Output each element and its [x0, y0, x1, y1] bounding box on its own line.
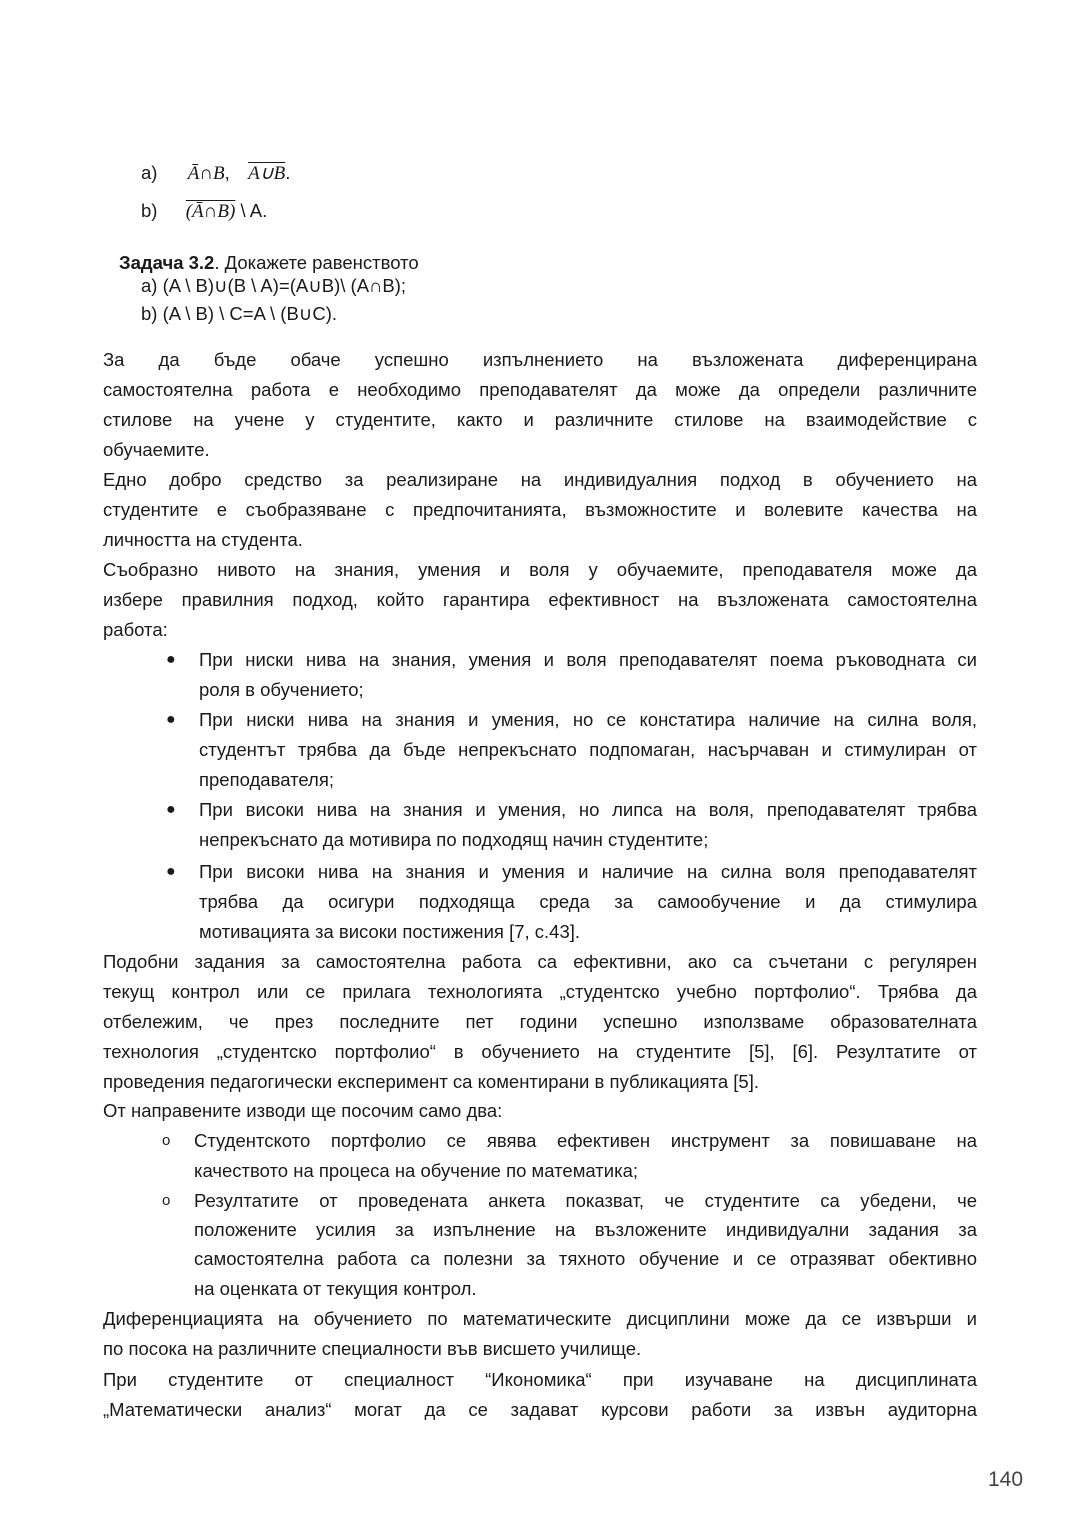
exercise-a-marker: a) — [141, 162, 158, 183]
exercise-b — [141, 196, 267, 227]
circle1-line2: качеството на процеса на обучение по математика; — [194, 1160, 639, 1181]
separator: , — [224, 162, 230, 183]
para4-line5: проведения педагогически експеримент са коментирани в публикацията [5]. — [103, 1071, 759, 1092]
bullet4-line3: мотивацията за високи постижения [7, с.43]. — [199, 921, 581, 942]
bullet2-line1: При ниски нива на знания и умения, но се констатира наличие на силна воля, — [199, 709, 977, 730]
para2-line3: личността на студента. — [103, 529, 303, 550]
bullet2-line3: преподавателя; — [199, 769, 334, 790]
task-item-b: b) (A \ B) \ C=A \ (B∪C). — [141, 303, 338, 324]
exercise-a — [141, 158, 290, 189]
circle-bullet-icon: o — [162, 1192, 171, 1209]
formula-complement-intersection: Ā∩B — [187, 163, 225, 184]
page-number: 140 — [988, 1468, 1024, 1491]
para3-line3: работа: — [103, 619, 168, 640]
para1-line1: За да бъде обаче успешно изпълнението на възложената диференцирана — [103, 349, 977, 370]
para2-line2: студентите е съобразяване с предпочитанията, възможностите и волевите качества на — [103, 499, 977, 520]
bullet3-line2: непрекъснато да мотивира по подходящ начин студентите; — [199, 829, 709, 850]
bullet2-line2: студентът трябва да бъде непрекъснато подпомаган, насърчаван и стимулиран от — [199, 739, 977, 760]
para4-line4: технология „студентско портфолио“ в обучението на студентите [5], [6]. Резултатите от — [103, 1041, 977, 1062]
bullet4-line1: При високи нива на знания и умения и наличие на силна воля преподавателят — [199, 861, 977, 882]
para4-line3: отбележим, че през последните пет години успешно използваме образователната — [103, 1011, 977, 1032]
task-item-a: a) (A \ B)∪(B \ A)=(A∪B)\ (A∩B); — [141, 275, 406, 296]
para7-line1: При студентите от специалност “Икономика“ при изучаване на дисциплината — [103, 1369, 977, 1390]
bullet1-line1: При ниски нива на знания, умения и воля преподавателят поема ръководната си — [199, 649, 977, 670]
formula-b: (Ā∩B) — [185, 201, 236, 222]
circle1-line1: Студентското портфолио се явява ефективен инструмент за повишаване на — [194, 1130, 977, 1151]
para3-line1: Съобразно нивото на знания, умения и воля у обучаемите, преподавателя може да — [103, 559, 977, 580]
exercise-b-marker: b) — [141, 200, 158, 221]
period: . — [285, 162, 291, 183]
para4-line2: текущ контрол или се прилага технологията „студентско учебно портфолио“. Трябва да — [103, 981, 977, 1002]
formula-complement-union: A∪B — [248, 163, 286, 184]
bullet1-line2: роля в обучението; — [199, 679, 364, 700]
para5: От направените изводи ще посочим само два: — [103, 1100, 503, 1121]
para1-line4: обучаемите. — [103, 439, 210, 460]
bullet3-line1: При високи нива на знания и умения, но липса на воля, преподавателят трябва — [199, 799, 977, 820]
para4-line1: Подобни задания за самостоятелна работа са ефективни, ако са съчетани с регулярен — [103, 951, 977, 972]
circle2-line1: Резултатите от проведената анкета показват, че студентите са убедени, че — [194, 1190, 977, 1211]
circle-bullet-icon: o — [162, 1132, 171, 1149]
bullet4-line2: трябва да осигури подходяща среда за самообучение и да стимулира — [199, 891, 977, 912]
bullet-icon: ● — [166, 801, 176, 818]
para2-line1: Едно добро средство за реализиране на индивидуалния подход в обучението на — [103, 469, 977, 490]
para6-line1: Диференциацията на обучението по математическите дисциплини може да се извърши и — [103, 1308, 977, 1329]
para1-line2: самостоятелна работа е необходимо преподавателят да може да определи различните — [103, 379, 977, 400]
para1-line3: стилове на учене у студентите, както и различните стилове на взаимодействие с — [103, 409, 977, 430]
para7-line2: „Математически анализ“ могат да се задават курсови работи за извън аудиторна — [103, 1399, 977, 1420]
bullet-icon: ● — [166, 863, 176, 880]
task-intro: . Докажете равенството — [214, 252, 419, 273]
circle2-line3: самостоятелна работа са полезни за тяхното обучение и се отразяват обективно — [194, 1248, 977, 1269]
bullet-icon: ● — [166, 711, 176, 728]
para6-line2: по посока на различните специалности във висшето училище. — [103, 1338, 642, 1359]
formula-b-rest: \ A. — [240, 200, 268, 221]
task-title: Задача 3.2 — [119, 252, 215, 273]
circle2-line4: на оценката от текущия контрол. — [194, 1278, 477, 1299]
para3-line2: избере правилния подход, който гарантира ефективност на възложената самостоятелна — [103, 589, 977, 610]
bullet-icon: ● — [166, 651, 176, 668]
circle2-line2: положените усилия за изпълнение на възложените индивидуални задания за — [194, 1219, 977, 1240]
